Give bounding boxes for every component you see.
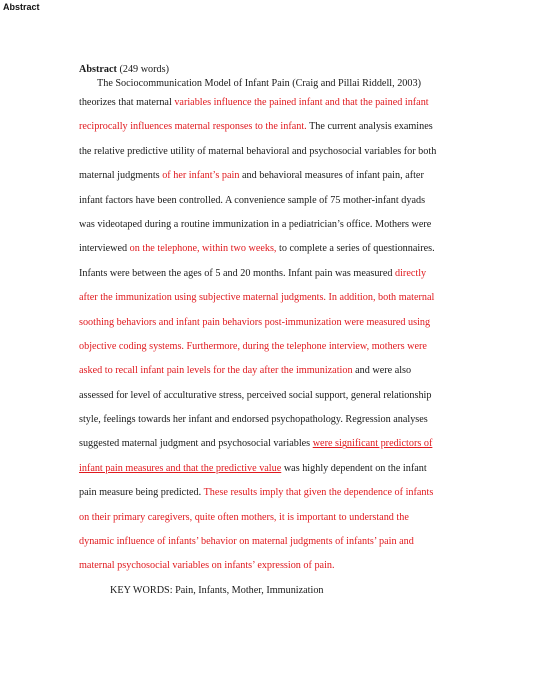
- highlighted-text: asked to recall infant pain levels for the day after the immunization: [79, 365, 353, 377]
- body-text: pain measure being predicted.: [79, 487, 204, 499]
- abstract-heading: [79, 63, 461, 77]
- abstract-line: [79, 189, 461, 213]
- abstract-line: [79, 77, 461, 91]
- body-text: interviewed: [79, 243, 130, 255]
- body-text: was highly dependent on the infant: [281, 462, 427, 474]
- highlighted-text: after the immunization using subjective maternal judgments. In addition, both maternal: [79, 292, 435, 304]
- abstract-title: Abstract: [79, 64, 117, 75]
- abstract-line: [79, 457, 461, 481]
- highlighted-text: soothing behaviors and infant pain behaviors post-immunization were measured using: [79, 316, 431, 328]
- abstract-line: [79, 481, 461, 505]
- abstract-line: [79, 286, 461, 310]
- body-text: theorizes that maternal: [79, 97, 175, 108]
- abstract-line: [79, 335, 461, 359]
- highlighted-text: variables influence the pained infant and that the pained infant: [174, 97, 429, 108]
- abstract-line: [79, 408, 461, 432]
- body-text: and were also: [352, 365, 412, 377]
- abstract-line: [79, 554, 461, 578]
- abstract-line: [79, 530, 461, 554]
- highlighted-text: These results imply that given the dependence of infants: [203, 487, 434, 499]
- body-text: infant factors have been controlled. A convenience sample of 75 mother-infant dyads: [79, 194, 426, 206]
- body-text: maternal judgments: [79, 170, 163, 182]
- abstract-line: [79, 140, 461, 164]
- abstract-line: [79, 213, 461, 237]
- body-text: Infants were between the ages of 5 and 20 months. Infant pain was measured: [79, 267, 395, 279]
- page-header-label: Abstract: [3, 2, 40, 12]
- abstract-line: [79, 164, 461, 188]
- body-text: style, feelings towards her infant and endorsed psychopathology. Regression analyses: [79, 414, 428, 426]
- body-text: to complete a series of questionnaires.: [276, 243, 435, 255]
- abstract-document: [79, 63, 461, 603]
- abstract-line: [79, 359, 461, 383]
- body-text: was videotaped during a routine immunization in a pediatrician’s office. Mothers were: [79, 218, 432, 230]
- highlighted-text: infant pain measures and that the predictive value: [79, 462, 282, 474]
- abstract-line: [79, 91, 461, 115]
- body-text: and behavioral measures of infant pain, after: [239, 170, 424, 182]
- highlighted-text: were significant predictors of: [312, 438, 433, 450]
- highlighted-text: maternal psychosocial variables on infants’ expression of pain.: [79, 560, 335, 572]
- highlighted-text: on the telephone, within two weeks,: [129, 243, 277, 255]
- abstract-word-count: (249 words): [119, 64, 169, 75]
- body-text: assessed for level of acculturative stress, perceived social support, general relationship: [79, 389, 432, 401]
- highlighted-text: dynamic influence of infants’ behavior on maternal judgments of infants’ pain and: [79, 536, 414, 548]
- highlighted-text: on their primary caregivers, quite often mothers, it is important to understand the: [79, 511, 409, 523]
- abstract-line: [79, 115, 461, 139]
- highlighted-text: of her infant’s pain: [162, 170, 240, 182]
- body-text: the relative predictive utility of maternal behavioral and psychosocial variables for both: [79, 145, 437, 157]
- highlighted-text: reciprocally influences maternal responses to the infant.: [79, 121, 307, 133]
- highlighted-text: objective coding systems. Furthermore, during the telephone interview, mothers were: [79, 340, 427, 352]
- abstract-line: [79, 384, 461, 408]
- keywords-line: KEY WORDS: Pain, Infants, Mother, Immunization: [110, 584, 324, 596]
- body-text: The Sociocommunication Model of Infant Pain (Craig and Pillai Riddell, 2003): [97, 78, 421, 89]
- body-text: suggested maternal judgment and psychosocial variables: [79, 438, 313, 450]
- body-text: The current analysis examines: [306, 121, 433, 133]
- abstract-line: [79, 506, 461, 530]
- abstract-line: [79, 237, 461, 261]
- highlighted-text: directly: [395, 267, 427, 279]
- abstract-body: [79, 77, 461, 579]
- abstract-line: [79, 432, 461, 456]
- abstract-line: [79, 311, 461, 335]
- abstract-line: [79, 262, 461, 286]
